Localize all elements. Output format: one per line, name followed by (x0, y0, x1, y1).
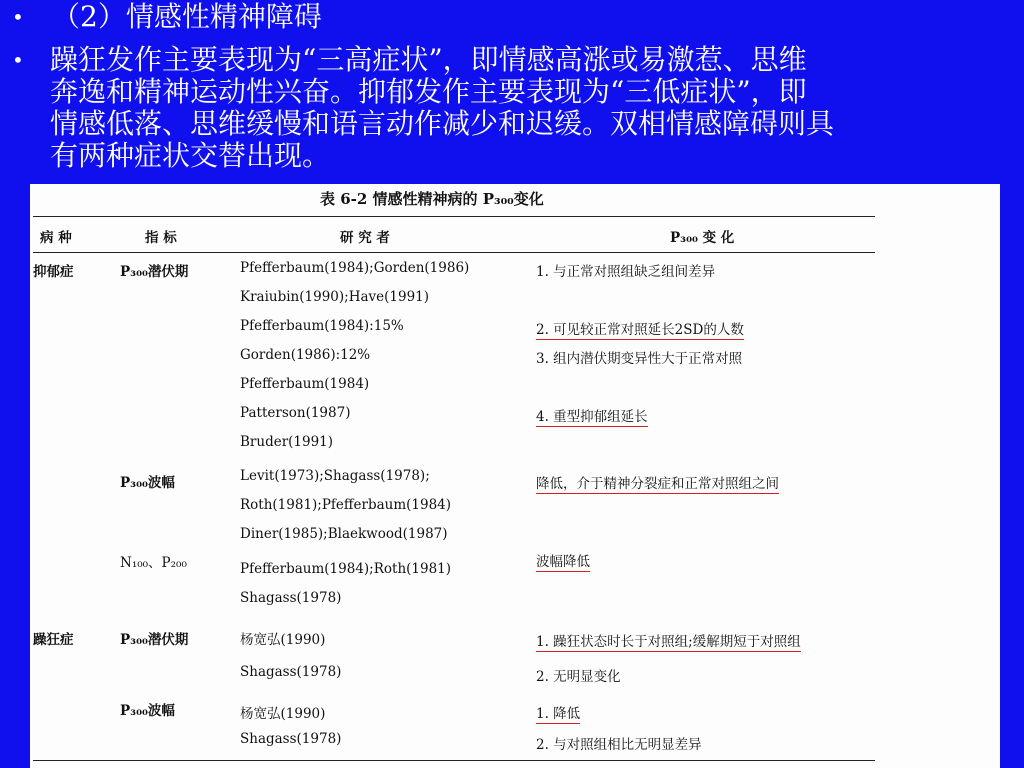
change-cell: 3. 组内潜伏期变异性大于正常对照 (536, 351, 743, 367)
header-disease: 病 种 (40, 230, 72, 246)
researcher-cell: 杨宽弘(1990) (240, 632, 326, 648)
index-label: P₃₀₀波幅 (120, 703, 175, 719)
bullet-heading: （2）情感性精神障碍 (52, 0, 322, 33)
change-cell: 1. 躁狂状态时长于对照组;缓解期短于对照组 (536, 630, 801, 652)
disease-label: 抑郁症 (33, 264, 74, 280)
bullet-icon: • (12, 48, 24, 72)
disease-label: 躁狂症 (33, 632, 74, 648)
bullet-text-line: 奔逸和精神运动性兴奋。抑郁发作主要表现为“三低症状”，即 (50, 75, 807, 108)
change-cell: 1. 与正常对照组缺乏组间差异 (536, 264, 716, 280)
bullet-text-line: 躁狂发作主要表现为“三高症状”，即情感高涨或易激惹、思维 (50, 43, 807, 76)
bullet-icon: • (12, 5, 24, 29)
researcher-cell: Pfefferbaum(1984);Gorden(1986) (240, 260, 470, 276)
change-cell: 降低，介于精神分裂症和正常对照组之间 (536, 472, 779, 494)
researcher-cell: Levit(1973);Shagass(1978); (240, 468, 430, 484)
researcher-cell: Shagass(1978) (240, 731, 342, 747)
header-index: 指 标 (145, 230, 177, 246)
index-label: P₃₀₀潜伏期 (120, 264, 189, 280)
researcher-cell: 杨宽弘(1990) (240, 706, 326, 722)
change-cell: 2. 无明显变化 (536, 669, 621, 685)
change-cell: 波幅降低 (536, 550, 590, 572)
header-change: P₃₀₀ 变 化 (670, 230, 735, 246)
table-header-rule (33, 252, 875, 253)
researcher-cell: Diner(1985);Blaekwood(1987) (240, 526, 448, 542)
table-top-rule (33, 216, 875, 217)
index-label: N₁₀₀、P₂₀₀ (120, 555, 187, 571)
researcher-cell: Pfefferbaum(1984);Roth(1981) (240, 561, 452, 577)
change-cell: 2. 与对照组相比无明显差异 (536, 737, 702, 753)
researcher-cell: Shagass(1978) (240, 664, 342, 680)
table-title: 表 6-2 情感性精神病的 P₃₀₀变化 (320, 190, 544, 208)
researcher-cell: Pfefferbaum(1984):15% (240, 318, 404, 334)
table-bottom-rule (33, 760, 875, 761)
scanned-table (30, 184, 1000, 768)
researcher-cell: Pfefferbaum(1984) (240, 376, 370, 392)
change-cell: 4. 重型抑郁组延长 (536, 405, 648, 427)
index-label: P₃₀₀潜伏期 (120, 632, 189, 648)
bullet-text-line: 有两种症状交替出现。 (50, 139, 331, 172)
researcher-cell: Shagass(1978) (240, 590, 342, 606)
researcher-cell: Patterson(1987) (240, 405, 351, 421)
researcher-cell: Bruder(1991) (240, 434, 334, 450)
researcher-cell: Gorden(1986):12% (240, 347, 371, 363)
index-label: P₃₀₀波幅 (120, 475, 175, 491)
bullet-text-line: 情感低落、思维缓慢和语言动作减少和迟缓。双相情感障碍则具 (50, 107, 835, 140)
researcher-cell: Roth(1981);Pfefferbaum(1984) (240, 497, 452, 513)
change-cell: 1. 降低 (536, 702, 580, 724)
header-researcher: 研 究 者 (340, 230, 390, 246)
researcher-cell: Kraiubin(1990);Have(1991) (240, 289, 430, 305)
change-cell: 2. 可见较正常对照延长2SD的人数 (536, 318, 744, 340)
